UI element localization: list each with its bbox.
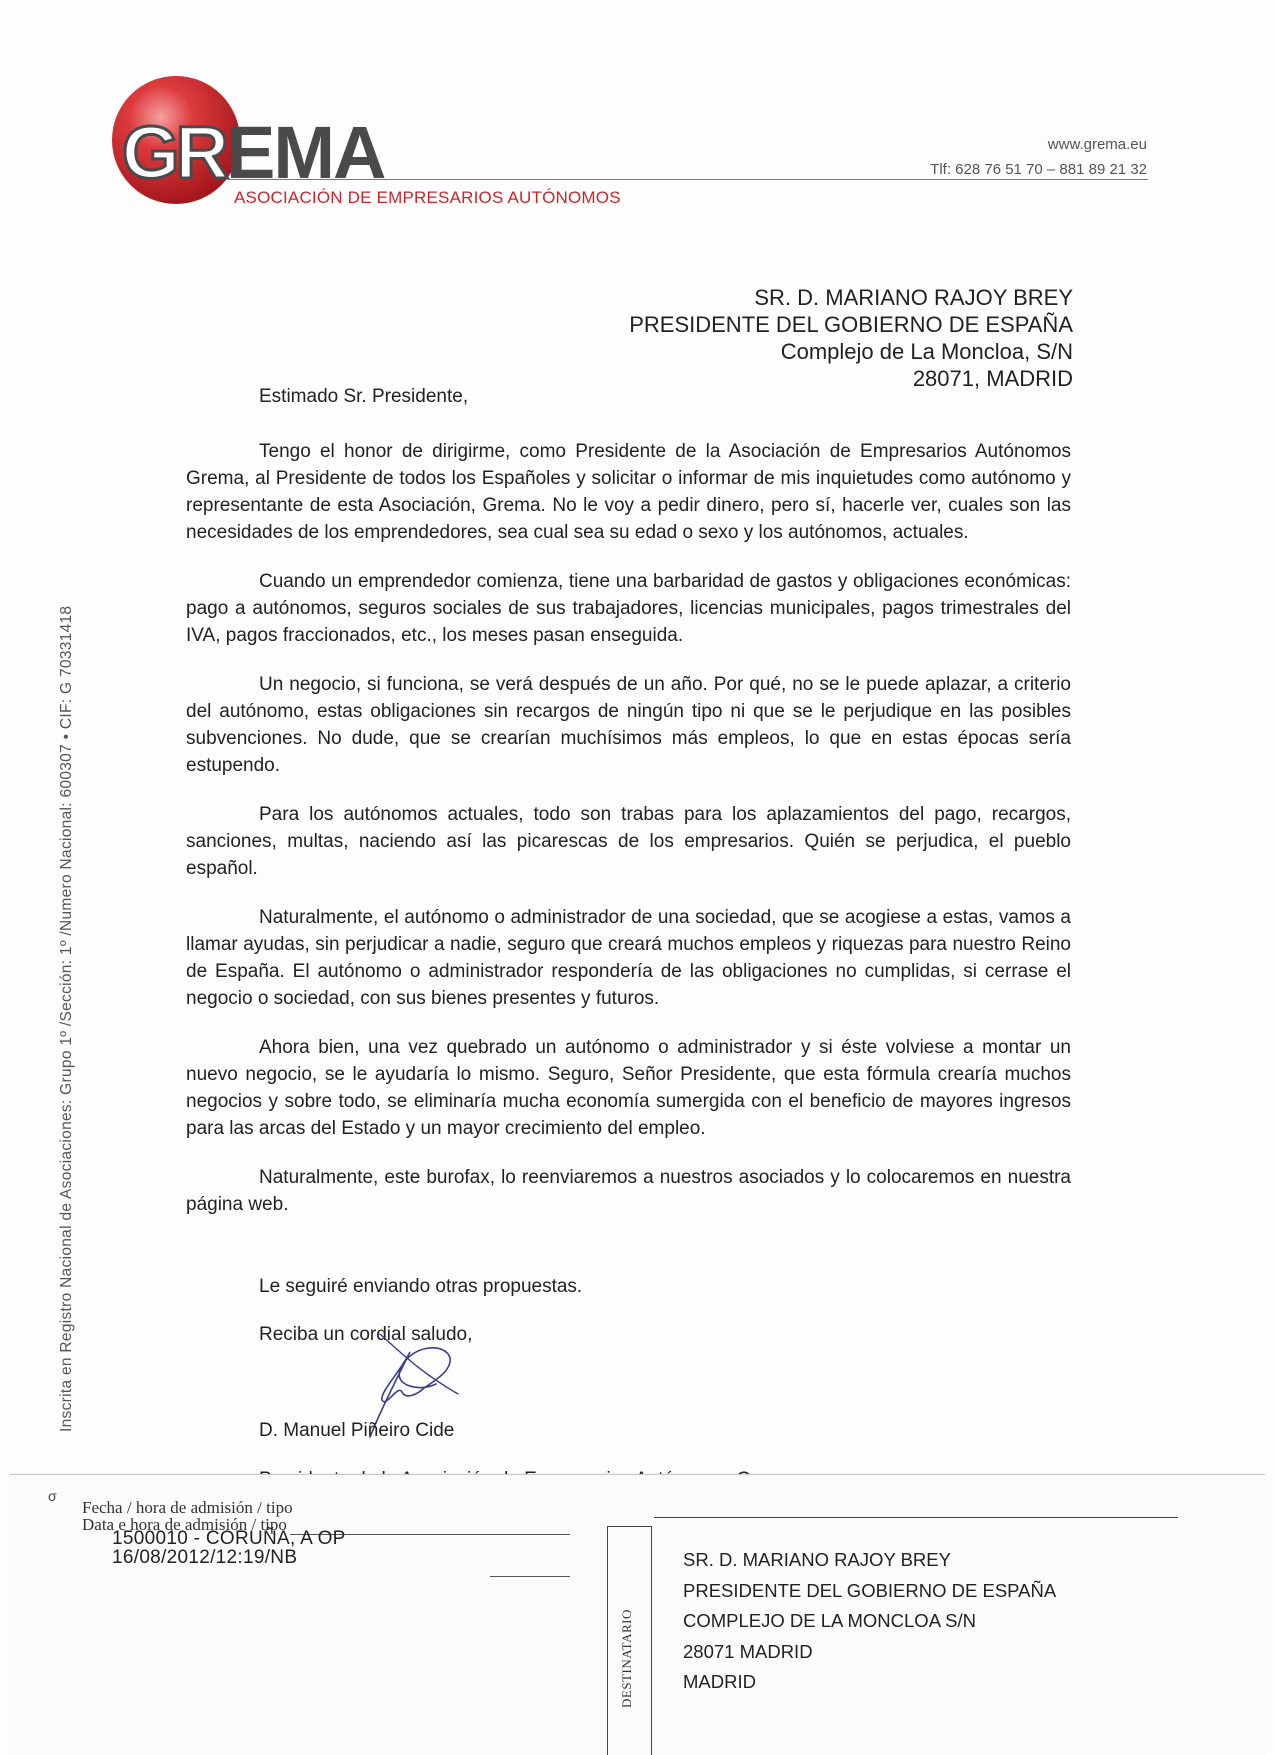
body-paragraph: Naturalmente, este burofax, lo reenviaremos a nuestros asociados y lo colocaremos en nuestra página web. bbox=[186, 1167, 1071, 1215]
stamp-mark: σ bbox=[48, 1488, 57, 1504]
closing-proposals: Le seguiré enviando otras propuestas. bbox=[259, 1276, 583, 1297]
signer-name: D. Manuel Piñeiro Cide bbox=[259, 1420, 455, 1441]
website-link[interactable]: www.grema.eu bbox=[1047, 136, 1147, 153]
destinatario-top-rule bbox=[654, 1517, 1178, 1518]
body-paragraph: Cuando un emprendedor comienza, tiene una barbaridad de gastos y obligaciones económicas: pago a autónomos, seguros sociales de sus trabajadores, licencias municipales, pagos trimestrales del IVA, pagos fraccionados, etc., los meses pasan enseguida. bbox=[186, 571, 1071, 646]
recipient-name: SR. D. MARIANO RAJOY BREY bbox=[754, 285, 1073, 310]
svg-text:EMA: EMA bbox=[226, 111, 385, 194]
dest-line: PRESIDENTE DEL GOBIERNO DE ESPAÑA bbox=[683, 1579, 1057, 1601]
association-tagline: ASOCIACIÓN DE EMPRESARIOS AUTÓNOMOS bbox=[234, 188, 621, 207]
body-paragraph: Ahora bien, una vez quebrado un autónomo o administrador y si éste volviese a montar un nuevo negocio, se le ayudaría lo mismo. Seguro, Señor Presidente, que esta fórmula crearía muchos negocios y sobre todo, se eliminaría mucha economía sumergida con el beneficio de mayores ingresos para las arcas del Estado y un mayor crecimiento del empleo. bbox=[186, 1037, 1071, 1139]
dest-line: MADRID bbox=[683, 1671, 756, 1692]
admission-datetime: 16/08/2012/12:19/NB bbox=[112, 1547, 298, 1568]
recipient-city: 28071, MADRID bbox=[912, 366, 1073, 391]
recipient-address bbox=[629, 284, 1073, 392]
dest-line: COMPLEJO DE LA MONCLOA S/N bbox=[683, 1610, 976, 1631]
contact-info bbox=[930, 132, 1147, 182]
registration-sidebar-text: Inscrita en Registro Nacional de Asociaciones: Grupo 1º /Sección: 1º /Numero Nacional: 600307 • CIF: G 70331418 bbox=[58, 605, 75, 1432]
admission-label-gl: Data e hora de admisión / tipo bbox=[82, 1515, 287, 1534]
body-paragraph: Un negocio, si funciona, se verá después de un año. Por qué, no se le puede aplazar, a criterio del autónomo, estas obligaciones sin recargos de ningún tipo ni que se le perjudique en las posibles subvenciones. No dude, que se crearían muchísimos más empleos, lo que en estas épocas sería estupendo. bbox=[186, 674, 1071, 776]
recipient-street: Complejo de La Moncloa, S/N bbox=[780, 339, 1073, 364]
admission-rule bbox=[490, 1576, 570, 1577]
body-paragraph: Tengo el honor de dirigirme, como Presidente de la Asociación de Empresarios Autónomos Grema, al Presidente de todos los Españoles y solicitar o informar de mis inquietudes como autónomo y representante de esta Asociación, Grema. No le voy a pedir dinero, pero sí, hacerle ver, cuales son las necesidades de los emprendedores, sea cual sea su edad o sexo y los autónomos, actuales. bbox=[186, 441, 1071, 543]
letter-body bbox=[186, 438, 1071, 1240]
body-paragraph: Para los autónomos actuales, todo son trabas para los aplazamientos del pago, recargos, sanciones, multas, naciendo así las picarescas de los empresarios. Quién se perjudica, el pueblo español. bbox=[186, 804, 1071, 879]
dest-line: SR. D. MARIANO RAJOY BREY bbox=[683, 1549, 951, 1570]
body-paragraph: Naturalmente, el autónomo o administrador de una sociedad, que se acogiese a estas, vamos a llamar ayudas, sin perjudicar a nadie, seguro que creará muchos empleos y riquezas para nuestro Reino de España. El autónomo o administrador respondería de las obligaciones no cumplidas, si cerrase el negocio o sociedad, con sus bienes presentes y futuros. bbox=[186, 907, 1071, 1009]
recipient-title: PRESIDENTE DEL GOBIERNO DE ESPAÑA bbox=[629, 312, 1073, 337]
destinatario-address bbox=[683, 1545, 1056, 1698]
destinatario-label: DESTINATARIO bbox=[619, 1609, 634, 1708]
salutation: Estimado Sr. Presidente, bbox=[259, 386, 469, 407]
dest-line: 28071 MADRID bbox=[683, 1640, 813, 1662]
admission-label-es: Fecha / hora de admisión / tipo bbox=[82, 1498, 293, 1517]
phone-numbers: Tlf: 628 76 51 70 – 881 89 21 32 bbox=[930, 161, 1147, 178]
closing-greeting: Reciba un cordial saludo, bbox=[259, 1324, 473, 1345]
admission-office: 1500010 - CORUÑA, A OP bbox=[112, 1528, 346, 1549]
svg-text:GR: GR bbox=[122, 111, 225, 194]
